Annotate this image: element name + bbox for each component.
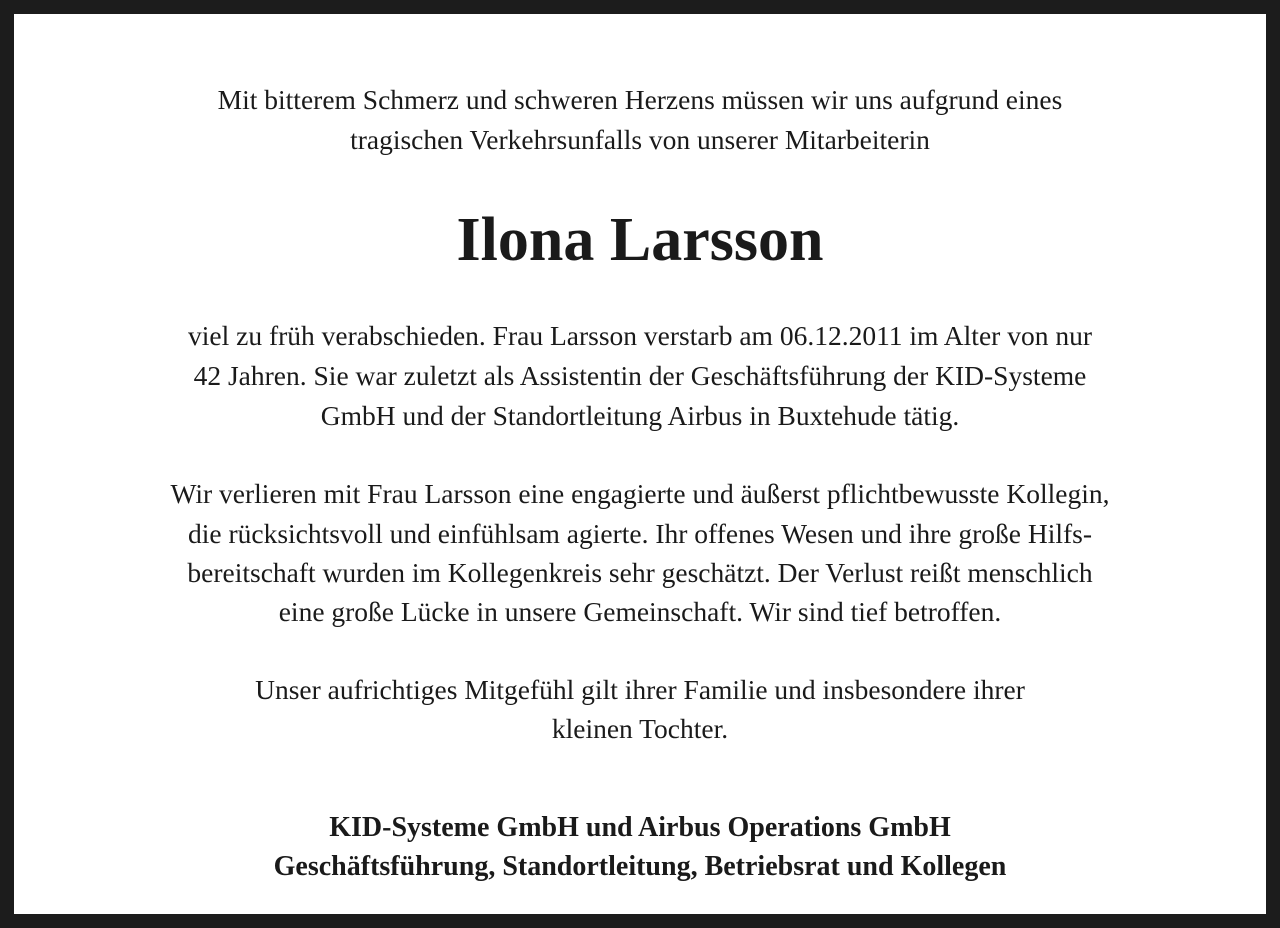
paragraph3-line-2: kleinen Tochter. <box>551 713 729 744</box>
paragraph3-line-1: Unser aufrichtiges Mitgefühl gilt ihrer Familie und insbesondere ihrer <box>255 674 1025 705</box>
paragraph1-line-2: 42 Jahren. Sie war zuletzt als Assistentin der Geschäftsführung der KID-Systeme <box>193 360 1087 391</box>
deceased-name: Ilona Larsson <box>456 206 824 274</box>
intro-line-1: Mit bitterem Schmerz und schweren Herzens müssen wir uns aufgrund eines <box>217 84 1063 115</box>
paragraph2-line-3: bereitschaft wurden im Kollegenkreis sehr geschätzt. Der Verlust reißt menschlich <box>187 557 1093 588</box>
paragraph1-line-3: GmbH und der Standortleitung Airbus in Buxtehude tätig. <box>320 400 960 431</box>
intro-line-2: tragischen Verkehrsunfalls von unserer Mitarbeiterin <box>350 124 930 155</box>
paragraph1-line-1: viel zu früh verabschieden. Frau Larsson verstarb am 06.12.2011 im Alter von nur <box>188 320 1092 351</box>
paragraph2-line-1: Wir verlieren mit Frau Larsson eine engagierte und äußerst pflichtbewusste Kollegin, <box>170 478 1110 509</box>
obituary-notice <box>14 14 1266 914</box>
paragraph2-line-4: eine große Lücke in unsere Gemeinschaft. Wir sind tief betroffen. <box>278 596 1002 627</box>
signature-line-2: Geschäftsführung, Standortleitung, Betriebsrat und Kollegen <box>273 851 1007 882</box>
paragraph2-line-2: die rücksichtsvoll und einfühlsam agierte. Ihr offenes Wesen und ihre große Hilfs- <box>187 518 1093 549</box>
signature-line-1: KID-Systeme GmbH und Airbus Operations GmbH <box>329 812 951 843</box>
